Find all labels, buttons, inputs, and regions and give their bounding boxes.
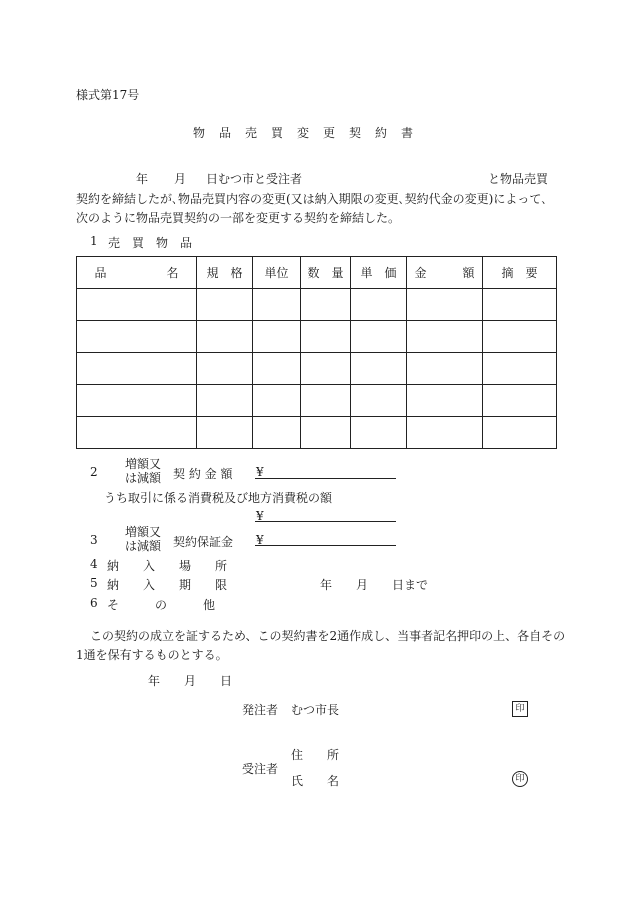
section-6-number: 6 bbox=[90, 596, 98, 610]
table-row bbox=[77, 417, 557, 449]
header-amount: 金 額 bbox=[407, 257, 483, 289]
orderer-label: 発注者 bbox=[242, 703, 279, 717]
table-cell[interactable] bbox=[483, 321, 557, 353]
table-cell[interactable] bbox=[253, 321, 301, 353]
contractor-seal-icon: 印 bbox=[512, 771, 528, 787]
table-cell[interactable] bbox=[351, 321, 407, 353]
table-cell[interactable] bbox=[197, 385, 253, 417]
table-cell[interactable] bbox=[301, 417, 351, 449]
section-4-number: 4 bbox=[90, 557, 98, 571]
contractor-name-label: 氏 名 bbox=[291, 774, 340, 788]
section-3-stack-top: 増額又 bbox=[125, 525, 162, 539]
section-2-increase-decrease bbox=[125, 457, 161, 485]
section-1-number: 1 bbox=[90, 234, 98, 248]
table-cell[interactable] bbox=[197, 289, 253, 321]
header-quantity: 数 量 bbox=[301, 257, 351, 289]
table-row bbox=[77, 385, 557, 417]
section-3-number: 3 bbox=[90, 533, 98, 547]
closing-line-2: 1通を保有するものとする。 bbox=[76, 648, 228, 662]
section-5-number: 5 bbox=[90, 576, 98, 590]
table-cell[interactable] bbox=[77, 289, 197, 321]
tax-amount-line[interactable] bbox=[255, 521, 396, 522]
table-cell[interactable] bbox=[483, 417, 557, 449]
goods-table bbox=[76, 256, 557, 449]
header-spec: 規 格 bbox=[197, 257, 253, 289]
table-cell[interactable] bbox=[77, 385, 197, 417]
sign-date-month: 月 bbox=[184, 674, 197, 688]
section-4-label: 納 入 場 所 bbox=[107, 559, 228, 573]
header-item-name: 品 名 bbox=[77, 257, 197, 289]
tax-label: うち取引に係る消費税及び地方消費税の額 bbox=[104, 491, 333, 505]
table-cell[interactable] bbox=[77, 321, 197, 353]
intro-date-day-parties: 日むつ市と受注者 bbox=[206, 172, 303, 186]
table-cell[interactable] bbox=[483, 385, 557, 417]
table-cell[interactable] bbox=[351, 385, 407, 417]
table-row bbox=[77, 321, 557, 353]
section-1-label: 売 買 物 品 bbox=[108, 236, 193, 250]
table-cell[interactable] bbox=[197, 417, 253, 449]
table-cell[interactable] bbox=[301, 321, 351, 353]
table-cell[interactable] bbox=[351, 353, 407, 385]
intro-line-2: 契約を締結したが､物品売買内容の変更(又は納入期限の変更､契約代金の変更)によって､ bbox=[76, 192, 548, 206]
section-5-day-until: 日まで bbox=[392, 578, 429, 592]
table-cell[interactable] bbox=[351, 417, 407, 449]
table-cell[interactable] bbox=[253, 417, 301, 449]
table-cell[interactable] bbox=[407, 321, 483, 353]
table-row bbox=[77, 353, 557, 385]
intro-and-goods: と物品売買 bbox=[488, 172, 549, 186]
table-cell[interactable] bbox=[253, 289, 301, 321]
table-cell[interactable] bbox=[77, 353, 197, 385]
table-cell[interactable] bbox=[197, 321, 253, 353]
table-cell[interactable] bbox=[407, 289, 483, 321]
header-unit-price: 単 価 bbox=[351, 257, 407, 289]
table-cell[interactable] bbox=[407, 385, 483, 417]
header-remarks: 摘 要 bbox=[483, 257, 557, 289]
table-cell[interactable] bbox=[407, 353, 483, 385]
section-3-stack-bottom: は減額 bbox=[125, 539, 162, 553]
page-title: 物 品 売 買 変 更 契 約 書 bbox=[193, 126, 415, 140]
orderer-name: むつ市長 bbox=[291, 703, 340, 717]
section-2-label: 契 約 金 額 bbox=[173, 467, 233, 481]
table-cell[interactable] bbox=[197, 353, 253, 385]
table-cell[interactable] bbox=[253, 385, 301, 417]
section-5-label: 納 入 期 限 bbox=[107, 578, 228, 592]
section-5-year: 年 bbox=[320, 578, 333, 592]
contractor-label: 受注者 bbox=[242, 762, 279, 776]
contractor-address-label: 住 所 bbox=[291, 748, 340, 762]
intro-line-3: 次のように物品売買契約の一部を変更する契約を締結した。 bbox=[76, 211, 401, 225]
table-cell[interactable] bbox=[77, 417, 197, 449]
section-5-month: 月 bbox=[356, 578, 369, 592]
table-cell[interactable] bbox=[483, 353, 557, 385]
tax-yen: ¥ bbox=[256, 509, 264, 523]
form-number: 様式第17号 bbox=[76, 88, 140, 102]
section-3-label: 契約保証金 bbox=[173, 535, 234, 549]
table-row bbox=[77, 289, 557, 321]
section-3-increase-decrease bbox=[125, 525, 161, 553]
orderer-seal-icon: 印 bbox=[512, 701, 528, 717]
sign-date-year: 年 bbox=[148, 674, 161, 688]
table-cell[interactable] bbox=[301, 353, 351, 385]
table-cell[interactable] bbox=[253, 353, 301, 385]
contract-deposit-line[interactable] bbox=[255, 545, 396, 546]
header-unit: 単位 bbox=[253, 257, 301, 289]
section-3-yen: ¥ bbox=[256, 533, 264, 547]
table-header-row bbox=[77, 257, 557, 289]
contract-amount-line[interactable] bbox=[255, 478, 396, 479]
section-2-stack-bottom: は減額 bbox=[125, 471, 162, 485]
intro-date-month: 月 bbox=[174, 172, 187, 186]
table-cell[interactable] bbox=[301, 289, 351, 321]
section-2-stack-top: 増額又 bbox=[125, 457, 162, 471]
section-6-label: そ の 他 bbox=[107, 598, 216, 612]
table-cell[interactable] bbox=[407, 417, 483, 449]
closing-line-1: この契約の成立を証するため、この契約書を2通作成し、当事者記名押印の上、各自その bbox=[90, 629, 566, 643]
section-2-yen: ¥ bbox=[256, 465, 264, 479]
section-2-number: 2 bbox=[90, 465, 98, 479]
sign-date-day: 日 bbox=[220, 674, 233, 688]
table-cell[interactable] bbox=[483, 289, 557, 321]
intro-date-year: 年 bbox=[136, 172, 149, 186]
table-cell[interactable] bbox=[351, 289, 407, 321]
table-cell[interactable] bbox=[301, 385, 351, 417]
